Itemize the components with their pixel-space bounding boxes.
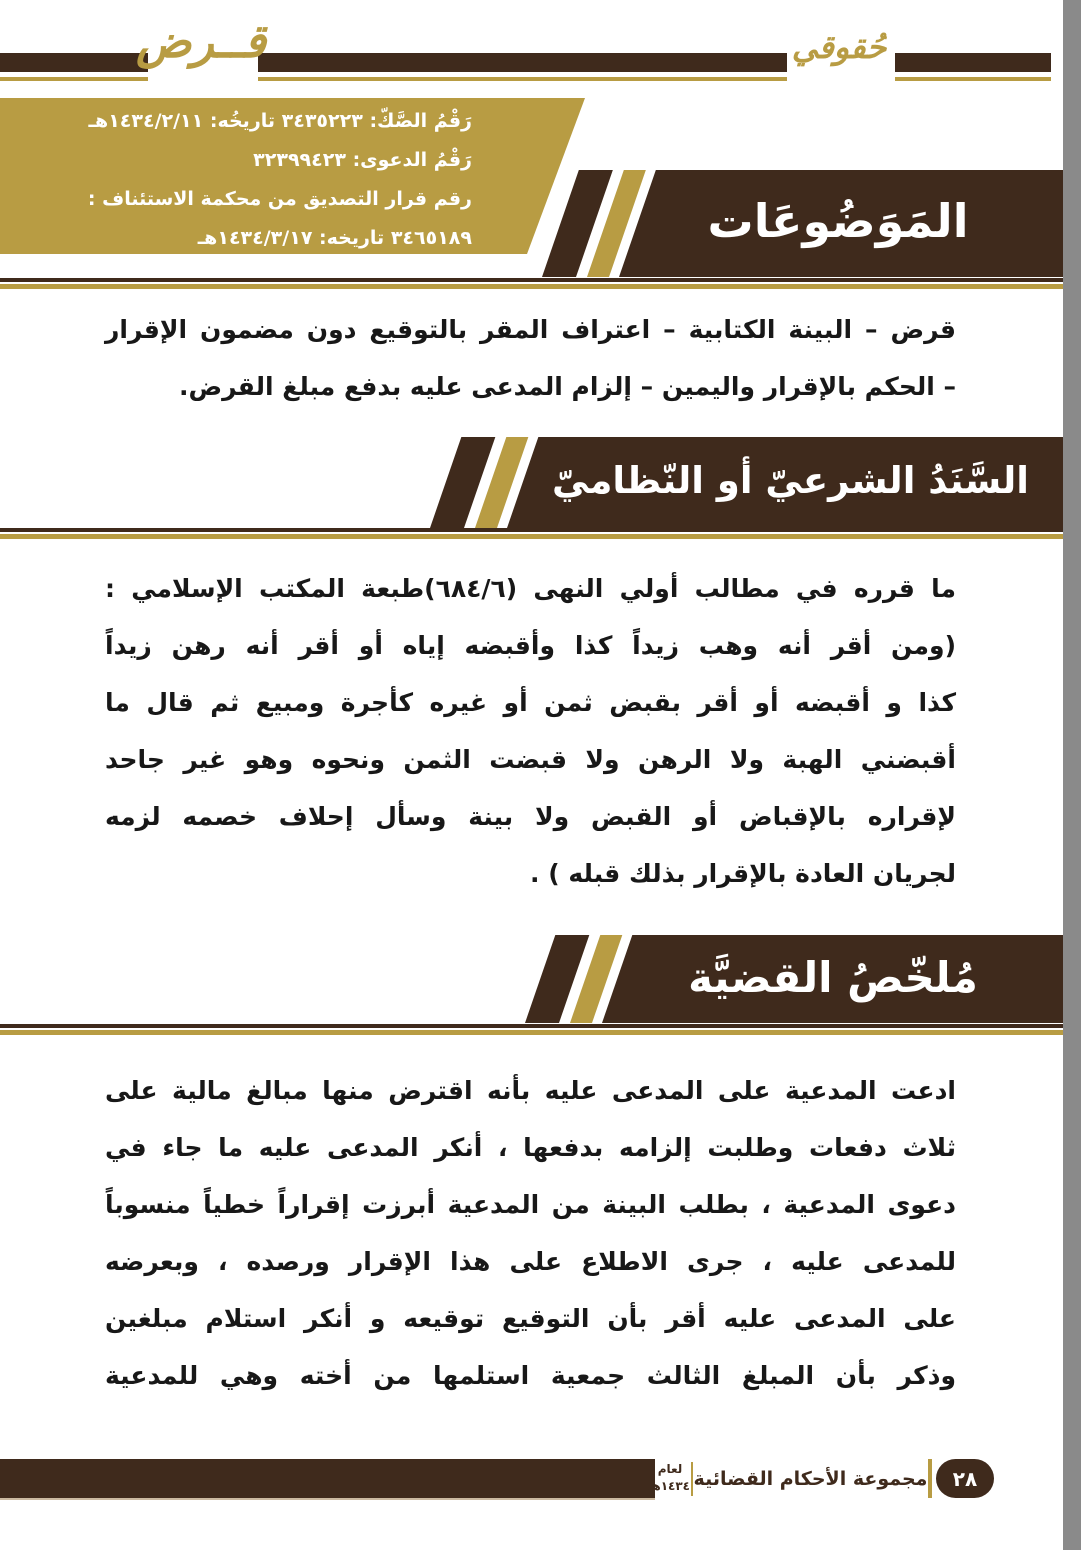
header-bar-segment	[258, 53, 787, 72]
section-title-legal-basis: السَّنَدُ الشرعيّ أو النّظاميّ	[552, 458, 1029, 502]
footer-year-value: ١٤٣٤هـ	[648, 1479, 690, 1493]
footer-year-label: لعام	[657, 1462, 683, 1476]
case-info-lines	[10, 102, 472, 258]
header-bar-segment	[895, 53, 1051, 72]
section-title-case-summary: مُلخّصُ القضيَّة	[688, 952, 978, 1002]
topics-line: – الحكم بالإقرار واليمين – إلزام المدعى عليه بدفع مبلغ القرض.	[178, 372, 956, 401]
section-title-topics: المَوَضُوعَات	[707, 194, 969, 248]
appeal-decision-number-line: ٣٤٦٥١٨٩ تاريخه: ١٤٣٤/٣/١٧هـ	[197, 227, 472, 249]
case-summary-paragraph	[105, 1062, 956, 1404]
header-bar-segment	[0, 53, 148, 72]
legal-basis-line: كذا و أقبضه أو أقر بقبض ثمن أو غيره كأجرة ومبيع ثم قال ما	[105, 688, 956, 717]
legal-basis-line: لإقراره بالإقباض أو القبض ولا بينة وسأل إحلاف خصمه لزمه	[105, 802, 956, 831]
deed-number-line: رَقْمُ الصَّكّ: ٣٤٣٥٢٢٣ تاريخُه: ١٤٣٤/٢/١١هـ	[88, 110, 472, 132]
legal-basis-line: (ومن أقر أنه وهب زيداً كذا وأقبضه إياه أو أقر أنه رهن زيداً	[105, 631, 956, 660]
legal-basis-paragraph	[105, 560, 956, 902]
legal-basis-line: أقبضني الهبة ولا الرهن ولا قبضت الثمن ونحوه وهو غير جاحد	[105, 745, 956, 774]
legal-basis-line: ما قرره في مطالب أولي النهى (٦٨٤/٦)طبعة المكتب الإسلامي :	[105, 574, 956, 603]
legal-basis-line: لجريان العادة بالإقرار بذلك قبله ) .	[530, 859, 956, 888]
case-summary-line: ثلاث دفعات وطلبت إلزامه بدفعها ، أنكر المدعى عليه ما جاء في	[105, 1133, 956, 1162]
case-summary-line: للمدعى عليه ، جرى الاطلاع على هذا الإقرار ورصده ، وبعرضه	[105, 1247, 956, 1276]
page-edge-strip	[1063, 0, 1081, 1550]
divider-dark-rule	[0, 528, 1063, 532]
category-label-right: حُقوقي	[791, 28, 887, 66]
category-label-left: قــرض	[136, 14, 266, 68]
divider-gold-rule	[0, 534, 1063, 539]
page-number-badge: ٢٨	[936, 1459, 994, 1498]
topics-paragraph	[105, 301, 956, 415]
book-title: مجموعة الأحكام القضائية	[693, 1467, 928, 1490]
case-number-line: رَقْمُ الدعوى: ٣٢٣٩٩٤٢٣	[253, 149, 472, 171]
footer-gold-separator	[928, 1459, 932, 1498]
footer-year	[650, 1461, 690, 1495]
header-gold-rule	[0, 77, 148, 81]
case-summary-line: وذكر بأن المبلغ الثالث جمعية استلمها من أخته وهي للمدعية	[105, 1361, 956, 1390]
divider-gold-rule	[0, 284, 1063, 289]
footer-bar	[0, 1459, 655, 1500]
case-summary-line: دعوى المدعية ، بطلب البينة من المدعية أبرزت إقراراً خطياً منسوباً	[105, 1190, 956, 1219]
header-gold-rule	[895, 77, 1051, 81]
divider-dark-rule	[0, 278, 1063, 282]
header-gold-rule	[258, 77, 787, 81]
divider-gold-rule	[0, 1030, 1063, 1035]
topics-line: قرض – البينة الكتابية – اعتراف المقر بالتوقيع دون مضمون الإقرار	[105, 315, 956, 344]
appeal-decision-label-line: رقم قرار التصديق من محكمة الاستئناف :	[87, 188, 472, 210]
case-summary-line: على المدعى عليه أقر بأن التوقيع توقيعه و أنكر استلام مبلغين	[105, 1304, 956, 1333]
divider-dark-rule	[0, 1024, 1063, 1028]
case-summary-line: ادعت المدعية على المدعى عليه بأنه اقترض منها مبالغ مالية على	[105, 1076, 956, 1105]
